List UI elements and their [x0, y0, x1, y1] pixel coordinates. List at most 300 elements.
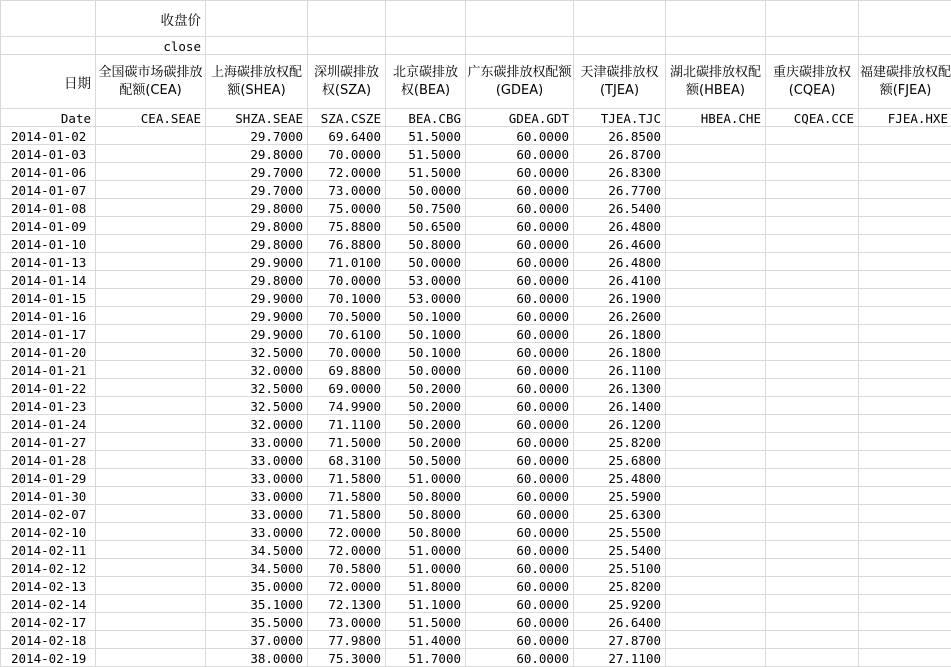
price-cell[interactable]	[666, 649, 766, 667]
price-cell[interactable]	[666, 559, 766, 577]
price-cell[interactable]: 69.8800	[308, 361, 386, 379]
price-cell[interactable]: 70.0000	[308, 343, 386, 361]
price-cell[interactable]: 60.0000	[466, 523, 574, 541]
price-cell[interactable]	[766, 649, 859, 667]
price-cell[interactable]: 32.0000	[206, 361, 308, 379]
price-cell[interactable]: 33.0000	[206, 469, 308, 487]
price-cell[interactable]	[96, 523, 206, 541]
price-cell[interactable]	[666, 433, 766, 451]
price-cell[interactable]: 60.0000	[466, 541, 574, 559]
date-cell[interactable]: 2014-01-08	[1, 199, 96, 217]
price-cell[interactable]	[96, 451, 206, 469]
price-cell[interactable]	[766, 127, 859, 145]
price-cell[interactable]: 69.0000	[308, 379, 386, 397]
price-cell[interactable]	[666, 163, 766, 181]
header-cell-empty[interactable]	[308, 1, 386, 37]
price-cell[interactable]: 60.0000	[466, 397, 574, 415]
price-cell[interactable]: 50.2000	[386, 433, 466, 451]
price-cell[interactable]: 50.2000	[386, 379, 466, 397]
price-cell[interactable]: 77.9800	[308, 631, 386, 649]
price-cell[interactable]: 26.4100	[574, 271, 666, 289]
price-cell[interactable]	[666, 325, 766, 343]
price-cell[interactable]	[96, 127, 206, 145]
column-code-cell[interactable]: SZA.CSZE	[308, 109, 386, 127]
price-cell[interactable]: 29.9000	[206, 289, 308, 307]
price-cell[interactable]: 60.0000	[466, 631, 574, 649]
date-cell[interactable]: 2014-02-14	[1, 595, 96, 613]
price-cell[interactable]	[666, 451, 766, 469]
price-cell[interactable]	[96, 469, 206, 487]
price-cell[interactable]: 51.0000	[386, 469, 466, 487]
price-cell[interactable]: 50.8000	[386, 505, 466, 523]
price-cell[interactable]: 50.1000	[386, 343, 466, 361]
price-cell[interactable]	[666, 145, 766, 163]
price-cell[interactable]: 71.0100	[308, 253, 386, 271]
price-cell[interactable]: 53.0000	[386, 271, 466, 289]
price-cell[interactable]: 32.5000	[206, 343, 308, 361]
header-cell-empty[interactable]	[1, 1, 96, 37]
price-cell[interactable]: 38.0000	[206, 649, 308, 667]
price-cell[interactable]: 71.1100	[308, 415, 386, 433]
price-cell[interactable]	[859, 541, 951, 559]
price-cell[interactable]: 35.0000	[206, 577, 308, 595]
price-cell[interactable]	[666, 415, 766, 433]
price-cell[interactable]: 71.5800	[308, 487, 386, 505]
price-cell[interactable]	[666, 127, 766, 145]
price-cell[interactable]	[766, 505, 859, 523]
price-cell[interactable]: 51.5000	[386, 145, 466, 163]
price-cell[interactable]: 50.2000	[386, 397, 466, 415]
price-cell[interactable]: 72.0000	[308, 523, 386, 541]
price-cell[interactable]: 71.5000	[308, 433, 386, 451]
price-cell[interactable]: 70.0000	[308, 145, 386, 163]
price-cell[interactable]	[666, 253, 766, 271]
price-cell[interactable]	[766, 289, 859, 307]
price-cell[interactable]: 29.9000	[206, 307, 308, 325]
price-cell[interactable]	[666, 487, 766, 505]
price-cell[interactable]	[766, 271, 859, 289]
price-cell[interactable]: 25.5400	[574, 541, 666, 559]
price-cell[interactable]: 68.3100	[308, 451, 386, 469]
price-cell[interactable]	[766, 559, 859, 577]
price-cell[interactable]	[766, 181, 859, 199]
price-cell[interactable]: 60.0000	[466, 361, 574, 379]
price-cell[interactable]: 50.7500	[386, 199, 466, 217]
price-cell[interactable]: 26.1900	[574, 289, 666, 307]
price-cell[interactable]	[96, 163, 206, 181]
price-cell[interactable]: 29.8000	[206, 271, 308, 289]
price-cell[interactable]: 25.5900	[574, 487, 666, 505]
price-cell[interactable]	[859, 595, 951, 613]
column-code-cell[interactable]: HBEA.CHE	[666, 109, 766, 127]
date-cell[interactable]: 2014-01-16	[1, 307, 96, 325]
price-cell[interactable]: 60.0000	[466, 433, 574, 451]
date-cell[interactable]: 2014-01-02	[1, 127, 96, 145]
column-code-cell[interactable]: TJEA.TJC	[574, 109, 666, 127]
price-cell[interactable]	[666, 505, 766, 523]
indicator-label-cell[interactable]: 收盘价	[96, 1, 206, 37]
price-cell[interactable]: 27.8700	[574, 631, 666, 649]
date-cell[interactable]: 2014-01-22	[1, 379, 96, 397]
price-cell[interactable]: 51.4000	[386, 631, 466, 649]
price-cell[interactable]: 29.7000	[206, 181, 308, 199]
price-cell[interactable]: 72.0000	[308, 163, 386, 181]
date-label-cn[interactable]: 日期	[1, 55, 96, 109]
date-cell[interactable]: 2014-02-19	[1, 649, 96, 667]
price-cell[interactable]: 27.1100	[574, 649, 666, 667]
price-cell[interactable]: 74.9900	[308, 397, 386, 415]
column-name-cell[interactable]: 全国碳市场碳排放配额(CEA)	[96, 55, 206, 109]
column-code-cell[interactable]: CEA.SEAE	[96, 109, 206, 127]
date-cell[interactable]: 2014-01-15	[1, 289, 96, 307]
price-cell[interactable]: 32.0000	[206, 415, 308, 433]
price-cell[interactable]: 25.9200	[574, 595, 666, 613]
price-cell[interactable]	[666, 217, 766, 235]
price-cell[interactable]	[96, 253, 206, 271]
price-cell[interactable]: 29.9000	[206, 325, 308, 343]
price-cell[interactable]: 29.9000	[206, 253, 308, 271]
price-cell[interactable]	[859, 163, 951, 181]
price-cell[interactable]	[859, 127, 951, 145]
price-cell[interactable]: 26.1800	[574, 343, 666, 361]
price-cell[interactable]	[666, 361, 766, 379]
price-cell[interactable]	[859, 577, 951, 595]
price-cell[interactable]: 26.4800	[574, 217, 666, 235]
date-cell[interactable]: 2014-01-09	[1, 217, 96, 235]
header-cell-empty[interactable]	[1, 37, 96, 55]
price-cell[interactable]	[666, 235, 766, 253]
date-cell[interactable]: 2014-01-07	[1, 181, 96, 199]
price-cell[interactable]: 26.8500	[574, 127, 666, 145]
price-cell[interactable]: 26.4800	[574, 253, 666, 271]
price-cell[interactable]	[859, 559, 951, 577]
price-cell[interactable]	[766, 361, 859, 379]
price-cell[interactable]	[96, 271, 206, 289]
price-cell[interactable]	[859, 505, 951, 523]
price-cell[interactable]: 37.0000	[206, 631, 308, 649]
price-cell[interactable]	[766, 595, 859, 613]
price-cell[interactable]	[766, 307, 859, 325]
price-cell[interactable]: 50.0000	[386, 253, 466, 271]
price-cell[interactable]	[96, 343, 206, 361]
price-cell[interactable]	[766, 199, 859, 217]
price-cell[interactable]: 60.0000	[466, 505, 574, 523]
price-cell[interactable]: 29.7000	[206, 127, 308, 145]
price-cell[interactable]	[96, 397, 206, 415]
price-cell[interactable]: 50.0000	[386, 361, 466, 379]
date-cell[interactable]: 2014-01-28	[1, 451, 96, 469]
price-cell[interactable]	[666, 541, 766, 559]
price-cell[interactable]	[666, 307, 766, 325]
price-cell[interactable]: 60.0000	[466, 271, 574, 289]
price-cell[interactable]: 33.0000	[206, 451, 308, 469]
price-cell[interactable]	[96, 361, 206, 379]
price-cell[interactable]: 26.4600	[574, 235, 666, 253]
price-cell[interactable]	[859, 181, 951, 199]
date-cell[interactable]: 2014-01-27	[1, 433, 96, 451]
price-cell[interactable]: 60.0000	[466, 325, 574, 343]
price-cell[interactable]	[666, 397, 766, 415]
date-cell[interactable]: 2014-01-14	[1, 271, 96, 289]
price-cell[interactable]	[859, 613, 951, 631]
price-cell[interactable]: 50.8000	[386, 487, 466, 505]
price-cell[interactable]: 70.6100	[308, 325, 386, 343]
column-name-cell[interactable]: 上海碳排放权配额(SHEA)	[206, 55, 308, 109]
price-cell[interactable]: 60.0000	[466, 415, 574, 433]
price-cell[interactable]: 51.5000	[386, 613, 466, 631]
price-cell[interactable]: 60.0000	[466, 577, 574, 595]
price-cell[interactable]	[96, 541, 206, 559]
price-cell[interactable]: 35.1000	[206, 595, 308, 613]
price-cell[interactable]: 73.0000	[308, 181, 386, 199]
price-cell[interactable]	[96, 487, 206, 505]
price-cell[interactable]	[96, 199, 206, 217]
price-cell[interactable]: 53.0000	[386, 289, 466, 307]
price-cell[interactable]	[666, 379, 766, 397]
price-cell[interactable]	[666, 271, 766, 289]
price-cell[interactable]	[766, 397, 859, 415]
price-cell[interactable]: 25.8200	[574, 577, 666, 595]
date-cell[interactable]: 2014-01-17	[1, 325, 96, 343]
price-cell[interactable]: 33.0000	[206, 487, 308, 505]
price-cell[interactable]: 60.0000	[466, 163, 574, 181]
field-code-cell[interactable]: close	[96, 37, 206, 55]
price-cell[interactable]	[96, 235, 206, 253]
price-cell[interactable]: 75.3000	[308, 649, 386, 667]
price-cell[interactable]	[666, 613, 766, 631]
price-cell[interactable]	[859, 307, 951, 325]
price-cell[interactable]: 73.0000	[308, 613, 386, 631]
price-cell[interactable]	[766, 343, 859, 361]
price-cell[interactable]	[96, 325, 206, 343]
price-cell[interactable]: 26.7700	[574, 181, 666, 199]
price-cell[interactable]	[96, 145, 206, 163]
price-cell[interactable]: 29.8000	[206, 235, 308, 253]
price-cell[interactable]	[666, 181, 766, 199]
price-cell[interactable]	[766, 451, 859, 469]
price-cell[interactable]: 25.6800	[574, 451, 666, 469]
date-cell[interactable]: 2014-02-17	[1, 613, 96, 631]
price-cell[interactable]	[859, 487, 951, 505]
column-name-cell[interactable]: 重庆碳排放权(CQEA)	[766, 55, 859, 109]
price-cell[interactable]: 29.8000	[206, 199, 308, 217]
price-cell[interactable]	[859, 235, 951, 253]
header-cell-empty[interactable]	[859, 37, 951, 55]
price-cell[interactable]	[96, 307, 206, 325]
price-cell[interactable]: 51.7000	[386, 649, 466, 667]
header-cell-empty[interactable]	[466, 1, 574, 37]
header-cell-empty[interactable]	[766, 37, 859, 55]
price-cell[interactable]	[666, 289, 766, 307]
price-cell[interactable]: 26.6400	[574, 613, 666, 631]
price-cell[interactable]: 75.0000	[308, 199, 386, 217]
date-cell[interactable]: 2014-01-23	[1, 397, 96, 415]
column-code-cell[interactable]: BEA.CBG	[386, 109, 466, 127]
price-cell[interactable]: 50.1000	[386, 307, 466, 325]
price-cell[interactable]: 60.0000	[466, 649, 574, 667]
price-cell[interactable]	[859, 649, 951, 667]
price-cell[interactable]	[766, 541, 859, 559]
price-cell[interactable]: 60.0000	[466, 487, 574, 505]
price-cell[interactable]	[96, 433, 206, 451]
price-cell[interactable]	[96, 595, 206, 613]
date-label-en[interactable]: Date	[1, 109, 96, 127]
price-cell[interactable]	[859, 325, 951, 343]
price-cell[interactable]: 51.8000	[386, 577, 466, 595]
price-cell[interactable]	[666, 577, 766, 595]
header-cell-empty[interactable]	[206, 1, 308, 37]
price-cell[interactable]: 25.5100	[574, 559, 666, 577]
price-cell[interactable]	[96, 649, 206, 667]
price-cell[interactable]: 25.5500	[574, 523, 666, 541]
price-cell[interactable]	[766, 631, 859, 649]
price-cell[interactable]: 60.0000	[466, 613, 574, 631]
price-cell[interactable]: 51.0000	[386, 559, 466, 577]
header-cell-empty[interactable]	[666, 1, 766, 37]
price-cell[interactable]: 34.5000	[206, 559, 308, 577]
price-cell[interactable]	[96, 505, 206, 523]
column-code-cell[interactable]: SHZA.SEAE	[206, 109, 308, 127]
price-cell[interactable]	[766, 379, 859, 397]
price-cell[interactable]	[96, 577, 206, 595]
price-cell[interactable]: 26.1800	[574, 325, 666, 343]
price-cell[interactable]: 50.5000	[386, 451, 466, 469]
price-cell[interactable]: 70.0000	[308, 271, 386, 289]
price-cell[interactable]: 26.1100	[574, 361, 666, 379]
price-cell[interactable]: 50.6500	[386, 217, 466, 235]
price-cell[interactable]: 50.8000	[386, 523, 466, 541]
price-cell[interactable]: 60.0000	[466, 235, 574, 253]
price-cell[interactable]: 60.0000	[466, 451, 574, 469]
price-cell[interactable]	[766, 577, 859, 595]
price-cell[interactable]: 60.0000	[466, 595, 574, 613]
price-cell[interactable]	[859, 145, 951, 163]
price-cell[interactable]: 51.5000	[386, 127, 466, 145]
price-cell[interactable]	[666, 631, 766, 649]
price-cell[interactable]: 25.8200	[574, 433, 666, 451]
price-cell[interactable]: 50.8000	[386, 235, 466, 253]
price-cell[interactable]	[96, 631, 206, 649]
price-cell[interactable]	[859, 415, 951, 433]
price-cell[interactable]: 26.1300	[574, 379, 666, 397]
date-cell[interactable]: 2014-02-11	[1, 541, 96, 559]
column-name-cell[interactable]: 深圳碳排放权(SZA)	[308, 55, 386, 109]
price-cell[interactable]	[766, 469, 859, 487]
header-cell-empty[interactable]	[466, 37, 574, 55]
price-cell[interactable]: 60.0000	[466, 307, 574, 325]
price-cell[interactable]	[766, 163, 859, 181]
price-cell[interactable]: 25.4800	[574, 469, 666, 487]
price-cell[interactable]: 26.2600	[574, 307, 666, 325]
price-cell[interactable]: 26.8300	[574, 163, 666, 181]
date-cell[interactable]: 2014-01-21	[1, 361, 96, 379]
price-cell[interactable]	[766, 523, 859, 541]
price-cell[interactable]: 60.0000	[466, 469, 574, 487]
date-cell[interactable]: 2014-01-29	[1, 469, 96, 487]
price-cell[interactable]: 60.0000	[466, 217, 574, 235]
price-cell[interactable]: 51.1000	[386, 595, 466, 613]
price-cell[interactable]	[666, 343, 766, 361]
price-cell[interactable]	[859, 523, 951, 541]
price-cell[interactable]	[666, 523, 766, 541]
price-cell[interactable]: 60.0000	[466, 199, 574, 217]
column-code-cell[interactable]: GDEA.GDT	[466, 109, 574, 127]
price-cell[interactable]: 60.0000	[466, 289, 574, 307]
price-cell[interactable]: 60.0000	[466, 127, 574, 145]
date-cell[interactable]: 2014-01-24	[1, 415, 96, 433]
price-cell[interactable]: 70.5000	[308, 307, 386, 325]
column-name-cell[interactable]: 广东碳排放权配额(GDEA)	[466, 55, 574, 109]
price-cell[interactable]: 72.0000	[308, 541, 386, 559]
price-cell[interactable]	[666, 469, 766, 487]
price-cell[interactable]	[859, 361, 951, 379]
price-cell[interactable]	[766, 487, 859, 505]
price-cell[interactable]: 35.5000	[206, 613, 308, 631]
header-cell-empty[interactable]	[308, 37, 386, 55]
header-cell-empty[interactable]	[666, 37, 766, 55]
price-cell[interactable]: 32.5000	[206, 397, 308, 415]
price-cell[interactable]	[859, 451, 951, 469]
date-cell[interactable]: 2014-02-13	[1, 577, 96, 595]
price-cell[interactable]: 72.1300	[308, 595, 386, 613]
price-cell[interactable]	[96, 217, 206, 235]
price-cell[interactable]	[766, 217, 859, 235]
price-cell[interactable]	[766, 613, 859, 631]
price-cell[interactable]	[766, 415, 859, 433]
column-name-cell[interactable]: 北京碳排放权(BEA)	[386, 55, 466, 109]
price-cell[interactable]: 29.8000	[206, 145, 308, 163]
price-cell[interactable]	[859, 397, 951, 415]
price-cell[interactable]: 26.1400	[574, 397, 666, 415]
price-cell[interactable]	[96, 181, 206, 199]
price-cell[interactable]: 70.5800	[308, 559, 386, 577]
price-cell[interactable]: 75.8800	[308, 217, 386, 235]
price-cell[interactable]	[666, 199, 766, 217]
header-cell-empty[interactable]	[574, 1, 666, 37]
price-cell[interactable]	[766, 253, 859, 271]
price-cell[interactable]: 34.5000	[206, 541, 308, 559]
price-cell[interactable]: 69.6400	[308, 127, 386, 145]
header-cell-empty[interactable]	[386, 1, 466, 37]
price-cell[interactable]	[96, 289, 206, 307]
price-cell[interactable]: 51.0000	[386, 541, 466, 559]
column-name-cell[interactable]: 福建碳排放权配额(FJEA)	[859, 55, 951, 109]
price-cell[interactable]: 33.0000	[206, 433, 308, 451]
date-cell[interactable]: 2014-01-06	[1, 163, 96, 181]
date-cell[interactable]: 2014-01-03	[1, 145, 96, 163]
price-cell[interactable]: 32.5000	[206, 379, 308, 397]
date-cell[interactable]: 2014-02-10	[1, 523, 96, 541]
price-cell[interactable]: 33.0000	[206, 505, 308, 523]
price-cell[interactable]: 76.8800	[308, 235, 386, 253]
price-cell[interactable]: 60.0000	[466, 379, 574, 397]
price-cell[interactable]	[859, 271, 951, 289]
price-cell[interactable]: 29.8000	[206, 217, 308, 235]
price-cell[interactable]	[859, 199, 951, 217]
header-cell-empty[interactable]	[766, 1, 859, 37]
date-cell[interactable]: 2014-01-30	[1, 487, 96, 505]
price-cell[interactable]: 50.1000	[386, 325, 466, 343]
price-cell[interactable]: 26.8700	[574, 145, 666, 163]
price-cell[interactable]	[96, 613, 206, 631]
price-cell[interactable]	[766, 433, 859, 451]
price-cell[interactable]: 33.0000	[206, 523, 308, 541]
price-cell[interactable]: 60.0000	[466, 145, 574, 163]
price-cell[interactable]: 25.6300	[574, 505, 666, 523]
date-cell[interactable]: 2014-02-18	[1, 631, 96, 649]
header-cell-empty[interactable]	[859, 1, 951, 37]
date-cell[interactable]: 2014-01-20	[1, 343, 96, 361]
